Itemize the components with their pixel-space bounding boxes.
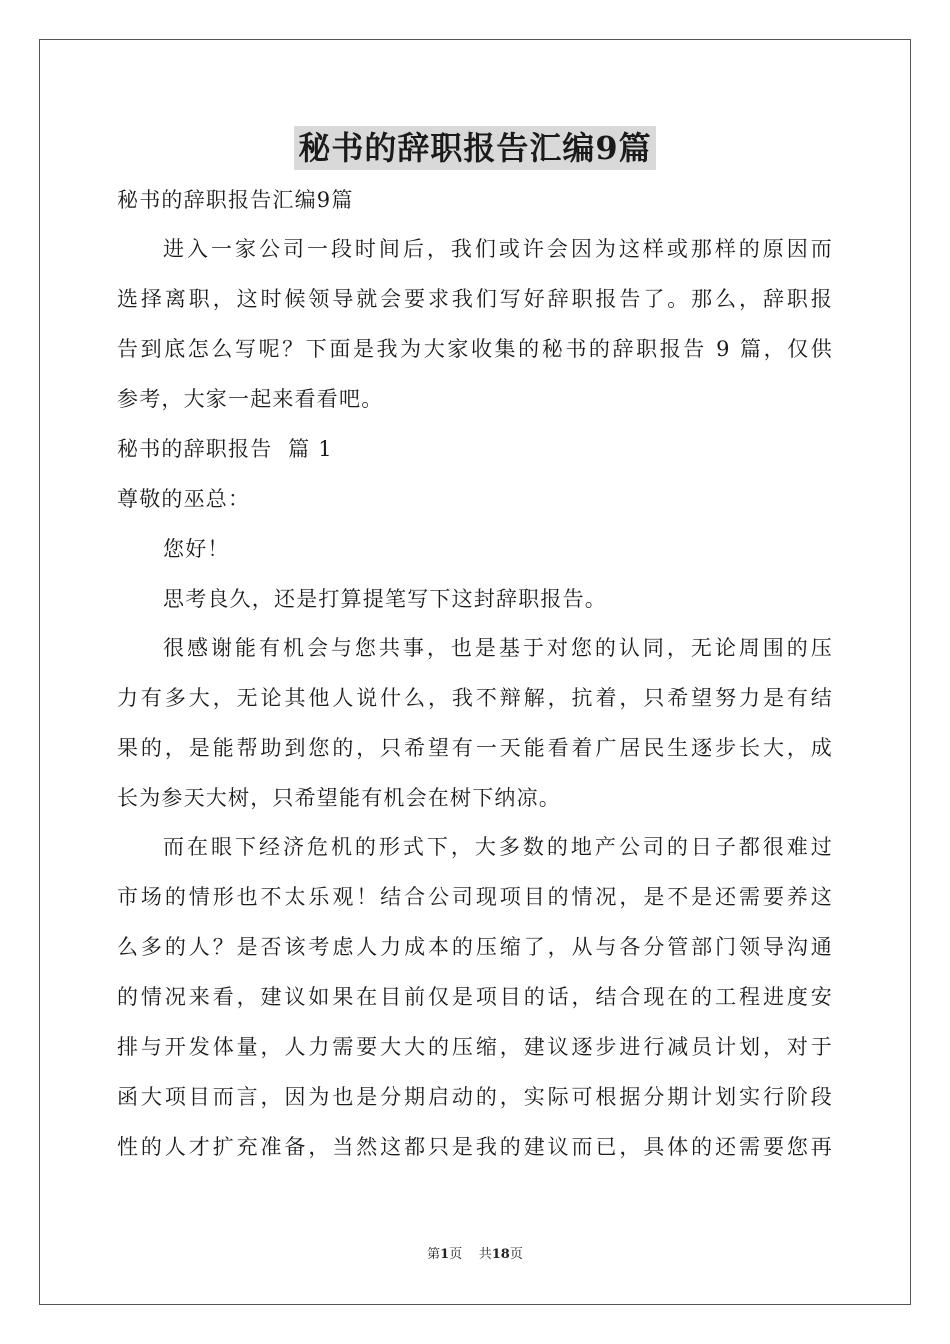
section-heading: 秘书的辞职报告 篇 1 [117,437,333,461]
total-suffix: 页 [509,1247,523,1262]
page-footer [0,1246,950,1264]
para3-line-7: 性的人才扩充准备，当然这都只是我的建议而已，具体的还需要您再 [117,1135,833,1159]
para2-line-1: 很感谢能有机会与您共事，也是基于对您的认同，无论周围的压 [163,636,833,660]
para3-line-3: 么多的人？是否该考虑人力成本的压缩了，从与各分管部门领导沟通 [117,935,833,959]
intro-line-1: 进入一家公司一段时间后，我们或许会因为这样或那样的原因而 [163,237,833,261]
document-title: 秘书的辞职报告汇编9篇 [294,126,655,170]
para2-line-2: 力有多大，无论其他人说什么，我不辩解，抗着，只希望努力是有结 [117,686,833,710]
page-number: 1 [440,1247,450,1262]
para2-line-4: 长为参天大树，只希望能有机会在树下纳凉。 [117,786,561,810]
document-subtitle: 秘书的辞职报告汇编9篇 [117,188,354,212]
intro-line-4: 参考，大家一起来看看吧。 [117,387,384,411]
para3-line-1: 而在眼下经济危机的形式下，大多数的地产公司的日子都很难过 [163,835,833,859]
paragraph-1: 思考良久，还是打算提笔写下这封辞职报告。 [163,587,607,611]
intro-line-2: 选择离职，这时候领导就会要求我们写好辞职报告了。那么，辞职报 [117,287,833,311]
para3-line-5: 排与开发体量，人力需要大大的压缩，建议逐步进行减员计划，对于 [117,1035,833,1059]
total-pages: 18 [491,1247,510,1262]
page-border [39,39,911,1305]
para3-line-2: 市场的情形也不太乐观！结合公司现项目的情况，是不是还需要养这 [117,885,833,909]
salutation: 尊敬的巫总： [117,487,251,511]
greeting: 您好！ [163,537,230,561]
page-suffix: 页 [449,1247,463,1262]
total-prefix: 共 [478,1247,492,1262]
para2-line-3: 果的，是能帮助到您的，只希望有一天能看着广居民生逐步长大，成 [117,736,833,760]
intro-line-3: 告到底怎么写呢？下面是我为大家收集的秘书的辞职报告 9 篇，仅供 [117,337,833,361]
para3-line-6: 函大项目而言，因为也是分期启动的，实际可根据分期计划实行阶段 [117,1085,833,1109]
page-prefix: 第 [427,1247,441,1262]
title-container [117,126,833,170]
para3-line-4: 的情况来看，建议如果在目前仅是项目的话，结合现在的工程进度安 [117,985,833,1009]
